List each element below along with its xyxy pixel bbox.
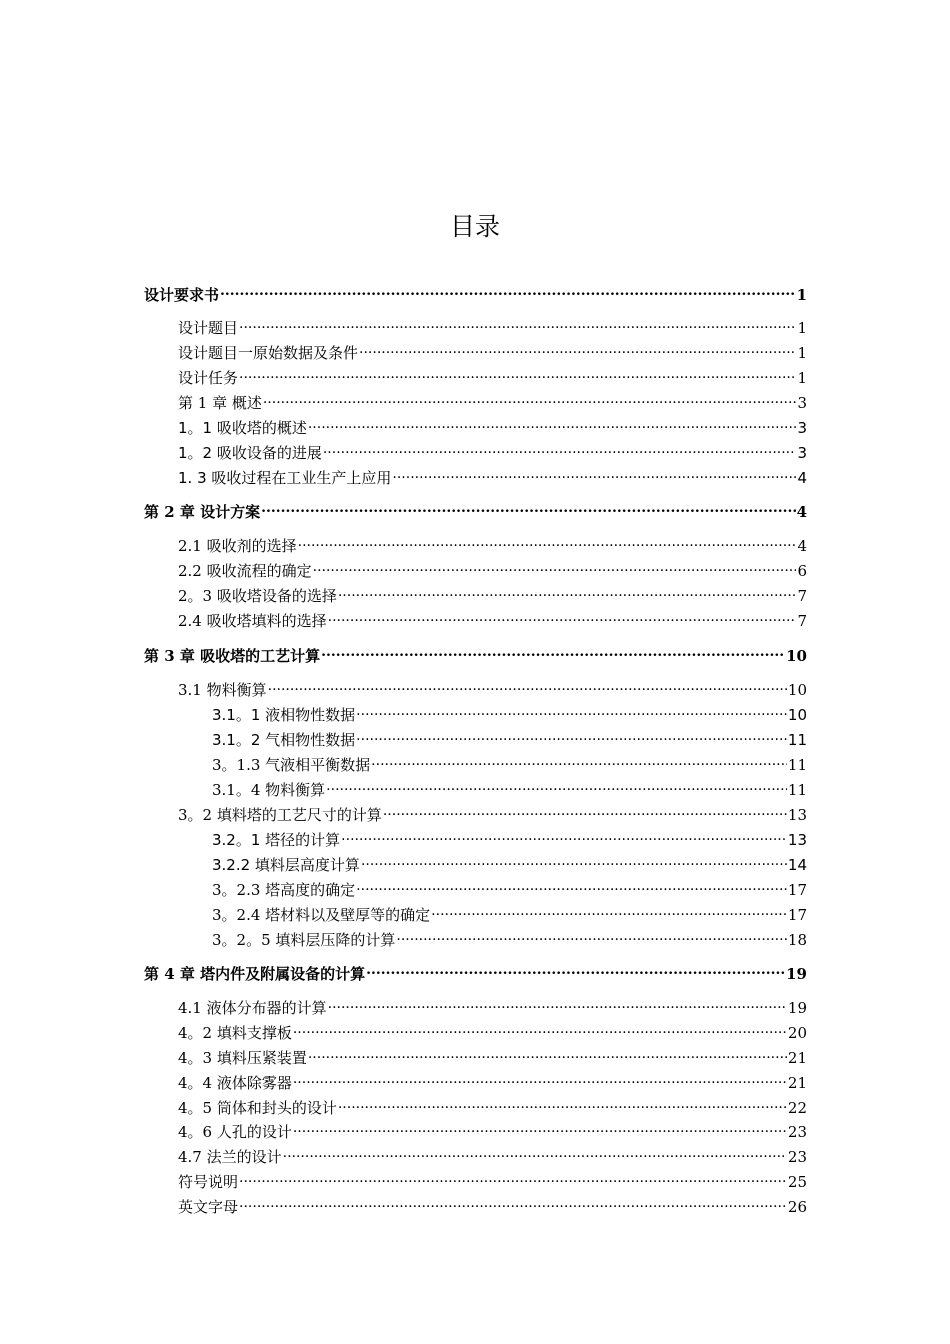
toc-entry-label: 3.1。1 液相物性数据: [212, 706, 356, 724]
toc-entry[interactable]: [178, 579, 807, 605]
toc-leader: [239, 361, 796, 383]
toc-entry[interactable]: [178, 1165, 807, 1191]
toc-entry[interactable]: [178, 529, 807, 555]
toc-page-number: 1: [796, 286, 807, 304]
toc-page-number: 10: [786, 647, 807, 665]
toc-leader: [338, 579, 797, 601]
toc-entry-label: 4。3 填料压紧装置: [178, 1049, 307, 1067]
toc-entry-label: 3。2.4 塔材料以及壁厚等的确定: [212, 906, 431, 924]
toc-entry-label: 设计要求书: [144, 286, 220, 304]
toc-entry[interactable]: [178, 1190, 807, 1216]
toc-entry[interactable]: [212, 823, 807, 849]
toc-entry[interactable]: [178, 604, 807, 630]
toc-entry[interactable]: [144, 278, 807, 304]
toc-leader: [308, 411, 797, 433]
toc-entry-label: 4.1 液体分布器的计算: [178, 999, 327, 1017]
toc-entry-label: 3。2.3 塔高度的确定: [212, 881, 356, 899]
toc-page-number: 25: [787, 1173, 807, 1191]
toc-leader: [220, 278, 796, 300]
toc-leader: [268, 673, 787, 695]
toc-entry-label: 2。3 吸收塔设备的选择: [178, 587, 337, 605]
toc-page-number: 23: [787, 1123, 807, 1141]
toc-page-number: 10: [787, 706, 807, 724]
toc-entry-label: 1. 3 吸收过程在工业生产上应用: [178, 469, 392, 487]
toc-entry-label: 第 3 章 吸收塔的工艺计算: [144, 647, 321, 665]
toc-leader: [323, 436, 797, 458]
toc-entry-label: 第 2 章 设计方案: [144, 503, 261, 521]
toc-entry-label: 第 4 章 塔内件及附属设备的计算: [144, 965, 366, 983]
toc-page-number: 7: [797, 612, 807, 630]
toc-page-number: 10: [787, 681, 807, 699]
toc-page-number: 18: [787, 931, 807, 949]
toc-entry[interactable]: [178, 798, 807, 824]
toc-entry-label: 4。4 液体除雾器: [178, 1074, 292, 1092]
toc-entry-label: 3。2 填料塔的工艺尺寸的计算: [178, 806, 382, 824]
toc-leader: [328, 604, 797, 626]
toc-entry-label: 3.1。2 气相物性数据: [212, 731, 356, 749]
toc-leader: [366, 957, 785, 979]
toc-page-number: 3: [797, 394, 807, 412]
toc-entry[interactable]: [178, 991, 807, 1017]
toc-page-number: 11: [787, 731, 807, 749]
toc-page-number: 4: [797, 537, 807, 555]
toc-leader: [326, 773, 787, 795]
toc-entry[interactable]: [178, 1140, 807, 1166]
toc-leader: [283, 1140, 787, 1162]
toc-entry[interactable]: [212, 773, 807, 799]
toc-page-number: 19: [787, 999, 807, 1017]
toc-page-number: 4: [797, 469, 807, 487]
toc-entry[interactable]: [178, 461, 807, 487]
toc-entry-label: 4。6 人孔的设计: [178, 1123, 292, 1141]
toc-entry[interactable]: [178, 673, 807, 699]
toc-entry-label: 第 1 章 概述: [178, 394, 262, 412]
toc-entry[interactable]: [178, 1115, 807, 1141]
toc-entry-label: 设计题目一原始数据及条件: [178, 344, 359, 362]
toc-entry-label: 4.7 法兰的设计: [178, 1148, 282, 1166]
toc-entry[interactable]: [212, 848, 807, 874]
toc-leader: [359, 336, 796, 358]
toc-entry-label: 3。2。5 填料层压降的计算: [212, 931, 396, 949]
toc-leader: [293, 1016, 787, 1038]
toc-entry[interactable]: [212, 698, 807, 724]
toc-entry-label: 4。5 筒体和封头的设计: [178, 1099, 337, 1117]
toc-leader: [263, 386, 797, 408]
toc-page-number: 14: [787, 856, 807, 874]
toc-entry[interactable]: [178, 1016, 807, 1042]
toc-entry[interactable]: [212, 923, 807, 949]
toc-leader: [293, 1115, 787, 1137]
toc-page-number: 22: [787, 1099, 807, 1117]
toc-page-number: 21: [787, 1074, 807, 1092]
toc-entry-label: 2.2 吸收流程的确定: [178, 562, 312, 580]
toc-page-number: 17: [787, 881, 807, 899]
toc-title: 目录: [449, 212, 500, 241]
toc-page-number: 6: [797, 562, 807, 580]
toc-leader: [298, 529, 797, 551]
toc-page-number: 13: [787, 831, 807, 849]
toc-page-number: 19: [786, 965, 807, 983]
toc-leader: [338, 1091, 787, 1113]
toc-leader: [321, 639, 785, 661]
toc-entry[interactable]: [178, 311, 807, 337]
toc-entry-label: 3.1。4 物料衡算: [212, 781, 326, 799]
toc-leader: [261, 495, 795, 517]
toc-page-number: 1: [797, 319, 807, 337]
toc-leader: [431, 898, 787, 920]
toc-entry[interactable]: [212, 748, 807, 774]
toc-page-number: 7: [797, 587, 807, 605]
toc-entry[interactable]: [144, 639, 807, 665]
toc-entry-label: 1。1 吸收塔的概述: [178, 419, 307, 437]
toc-entry-label: 符号说明: [178, 1173, 239, 1191]
toc-leader: [396, 923, 787, 945]
toc-entry[interactable]: [178, 1041, 807, 1067]
toc-entry-label: 3.2。1 塔径的计算: [212, 831, 341, 849]
toc-page-number: 13: [787, 806, 807, 824]
toc-entry-label: 4。2 填料支撑板: [178, 1024, 292, 1042]
toc-entry-label: 1。2 吸收设备的进展: [178, 444, 322, 462]
toc-page-number: 26: [787, 1198, 807, 1216]
toc-page-number: 11: [787, 781, 807, 799]
toc-page-number: 11: [787, 756, 807, 774]
toc-page-number: 1: [797, 344, 807, 362]
toc-leader: [356, 723, 787, 745]
toc-page-number: 20: [787, 1024, 807, 1042]
toc-leader: [361, 848, 787, 870]
toc-entry[interactable]: [178, 554, 807, 580]
toc-page-number: 4: [796, 503, 807, 521]
toc-entry[interactable]: [178, 336, 807, 362]
toc-entry-label: 2.1 吸收剂的选择: [178, 537, 297, 555]
toc-page-number: 3: [797, 444, 807, 462]
toc-leader: [371, 748, 787, 770]
toc-entry[interactable]: [212, 723, 807, 749]
toc-leader: [356, 873, 787, 895]
toc-entry-label: 3.2.2 填料层高度计算: [212, 856, 360, 874]
toc-leader: [239, 311, 796, 333]
toc-leader: [239, 1190, 787, 1212]
toc-entry[interactable]: [178, 1066, 807, 1092]
toc-leader: [392, 461, 796, 483]
toc-entry-label: 3.1 物料衡算: [178, 681, 267, 699]
toc-page-number: 23: [787, 1148, 807, 1166]
toc-entry-label: 设计任务: [178, 369, 239, 387]
toc-entry[interactable]: [178, 1091, 807, 1117]
toc-page-number: 3: [797, 419, 807, 437]
toc-entry-label: 英文字母: [178, 1198, 239, 1216]
toc-entry-label: 3。1.3 气液相平衡数据: [212, 756, 371, 774]
toc-leader: [313, 554, 797, 576]
toc-leader: [293, 1066, 787, 1088]
toc-entry-label: 设计题目: [178, 319, 239, 337]
toc-entry[interactable]: [144, 495, 807, 521]
toc-entry[interactable]: [178, 386, 807, 412]
toc-page-number: 1: [797, 369, 807, 387]
toc-leader: [239, 1165, 787, 1187]
toc-leader: [383, 798, 787, 820]
toc-leader: [341, 823, 787, 845]
toc-entry[interactable]: [178, 436, 807, 462]
toc-page-number: 21: [787, 1049, 807, 1067]
toc-entry[interactable]: [212, 873, 807, 899]
toc-entry-label: 2.4 吸收塔填料的选择: [178, 612, 327, 630]
toc-entry[interactable]: [212, 898, 807, 924]
toc-page-number: 17: [787, 906, 807, 924]
toc-leader: [328, 991, 787, 1013]
toc-entry[interactable]: [178, 361, 807, 387]
toc-entry[interactable]: [144, 957, 807, 983]
toc-entry[interactable]: [178, 411, 807, 437]
toc-leader: [356, 698, 787, 720]
toc-leader: [308, 1041, 787, 1063]
